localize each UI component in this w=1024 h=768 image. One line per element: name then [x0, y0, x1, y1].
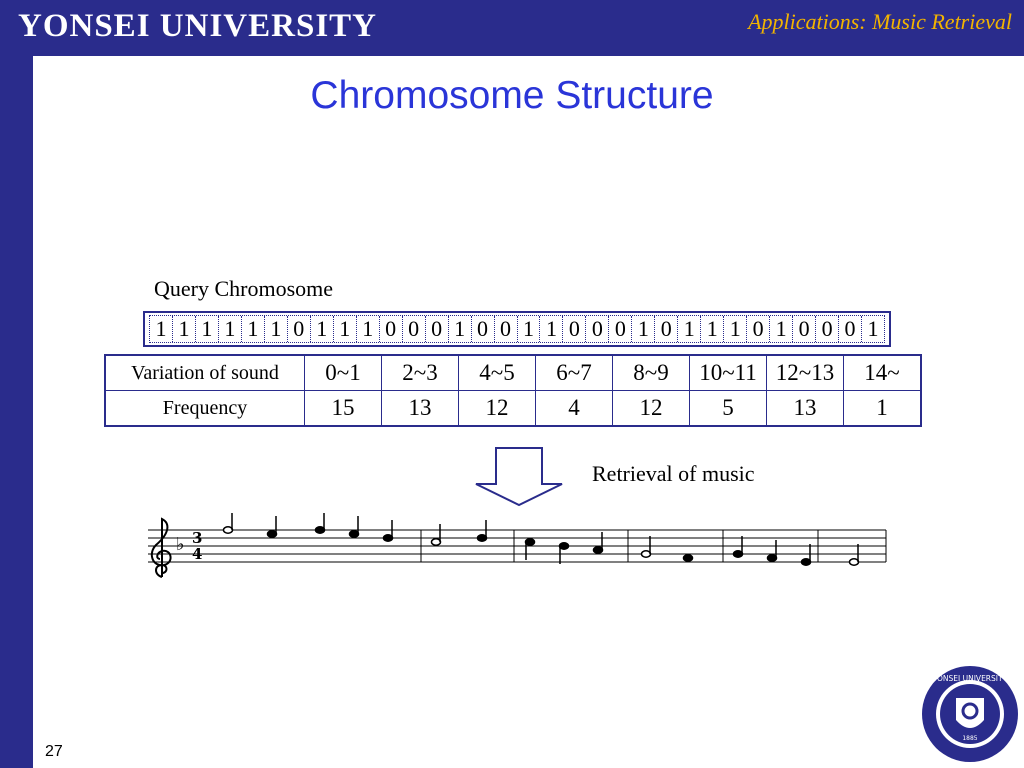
frequency-cell: 1 — [844, 391, 922, 427]
frequency-table — [104, 354, 922, 427]
section-label: Applications: Music Retrieval — [748, 9, 1012, 34]
frequency-cell: 13 — [767, 391, 844, 427]
chromosome-bit: 0 — [562, 316, 585, 342]
frequency-cell: 12 — [459, 391, 536, 427]
chromosome-bit: 1 — [241, 316, 264, 342]
variation-cell: 2~3 — [382, 355, 459, 391]
chromosome-bit: 0 — [494, 316, 517, 342]
music-staff — [140, 513, 892, 583]
chromosome-bit: 0 — [608, 316, 631, 342]
variation-cell: 0~1 — [305, 355, 382, 391]
frequency-cell: 5 — [690, 391, 767, 427]
chromosome-bit: 1 — [861, 316, 884, 342]
frequency-cell: 12 — [613, 391, 690, 427]
seal-year: 1885 — [962, 735, 978, 742]
query-chromosome — [143, 311, 891, 347]
chromosome-bit: 1 — [517, 316, 540, 342]
chromosome-bit: 1 — [264, 316, 287, 342]
chromosome-bit: 0 — [471, 316, 494, 342]
seal-text: YONSEI UNIVERSITY — [932, 674, 1008, 683]
query-chromosome-label: Query Chromosome — [154, 276, 334, 301]
chromosome-bit: 0 — [402, 316, 425, 342]
variation-cell: 8~9 — [613, 355, 690, 391]
chromosome-bit: 0 — [746, 316, 769, 342]
frequency-cell: 13 — [382, 391, 459, 427]
flat-icon: ♭ — [176, 534, 185, 555]
chromosome-bit: 1 — [677, 316, 700, 342]
chromosome-bit: 1 — [155, 316, 167, 341]
retrieval-label: Retrieval of music — [592, 461, 755, 486]
variation-cell: 10~11 — [690, 355, 767, 391]
treble-clef-icon — [152, 519, 171, 577]
chromosome-bit: 1 — [172, 316, 195, 342]
university-seal-icon — [920, 664, 1020, 764]
chromosome-bit: 1 — [218, 316, 241, 342]
chromosome-bit: 1 — [769, 316, 792, 342]
variation-cell: 6~7 — [536, 355, 613, 391]
header-bar — [0, 0, 1024, 56]
variation-cell: 12~13 — [767, 355, 844, 391]
chromosome-bit: 0 — [379, 316, 402, 342]
chromosome-bit: 1 — [310, 316, 333, 342]
frequency-header: Frequency — [105, 391, 305, 427]
frequency-cell: 15 — [305, 391, 382, 427]
chromosome-bit: 0 — [287, 316, 310, 342]
time-signature-top: 3 — [192, 529, 203, 547]
frequency-cell: 4 — [536, 391, 613, 427]
time-signature-bottom: 4 — [192, 545, 203, 563]
chromosome-bit: 0 — [425, 316, 448, 342]
variation-cell: 4~5 — [459, 355, 536, 391]
chromosome-bit: 0 — [815, 316, 838, 342]
variation-header: Variation of sound — [105, 355, 305, 391]
chromosome-bit: 1 — [631, 316, 654, 342]
variation-row — [105, 355, 921, 391]
chromosome-bit: 1 — [723, 316, 746, 342]
chromosome-bit: 0 — [654, 316, 677, 342]
chromosome-bit: 0 — [585, 316, 608, 342]
chromosome-bit: 1 — [700, 316, 723, 342]
page-number: 27 — [45, 743, 63, 760]
university-logo-text: YONSEI UNIVERSITY — [18, 8, 378, 44]
left-sidebar-bar — [0, 56, 33, 768]
chromosome-bit: 1 — [195, 316, 218, 342]
chromosome-bit: 0 — [792, 316, 815, 342]
slide-title: Chromosome Structure — [310, 74, 714, 117]
chromosome-bit: 1 — [356, 316, 379, 342]
variation-cell: 14~ — [844, 355, 922, 391]
frequency-row — [105, 391, 921, 427]
chromosome-bit: 1 — [448, 316, 471, 342]
chromosome-bit: 1 — [333, 316, 356, 342]
chromosome-bit: 0 — [838, 316, 861, 342]
down-arrow-icon — [472, 446, 566, 508]
chromosome-bit: 1 — [539, 316, 562, 342]
chromosome-bits — [149, 315, 885, 343]
